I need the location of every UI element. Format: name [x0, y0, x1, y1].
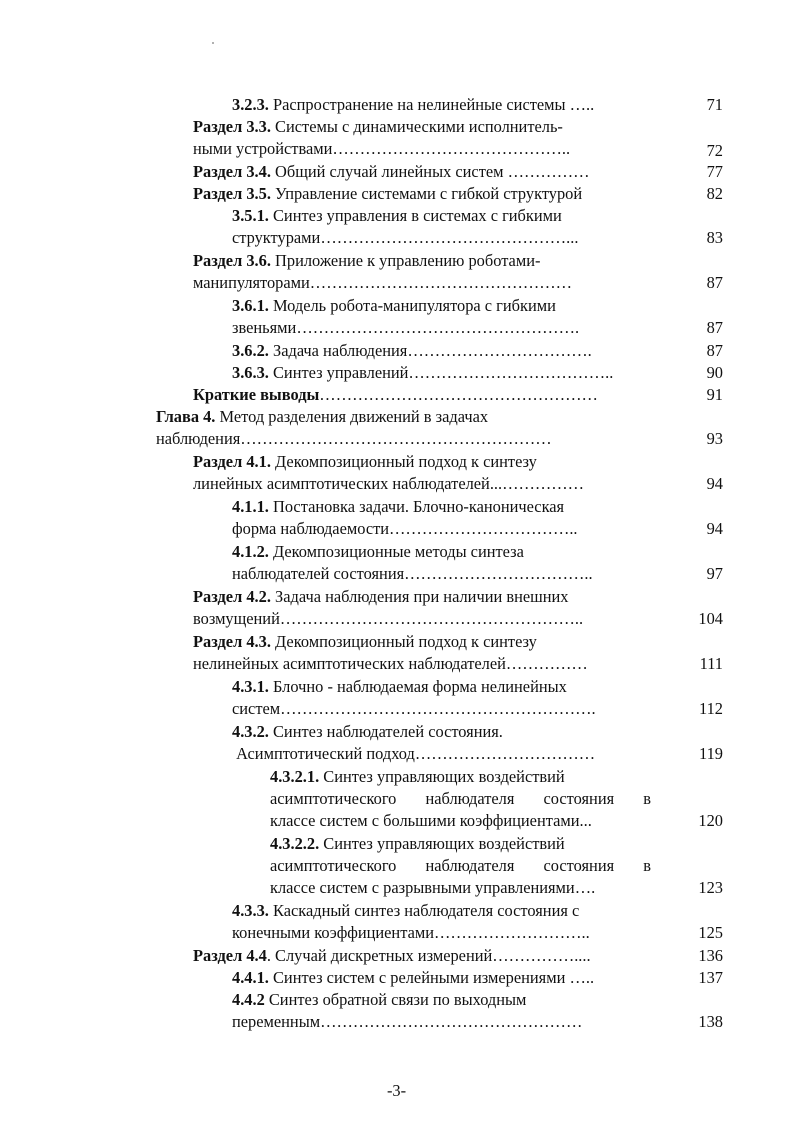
toc-entry-page: 138 — [698, 1012, 723, 1031]
toc-entry-title: Метод разделения движений в задачах — [215, 407, 489, 426]
toc-entry[interactable] — [0, 586, 793, 631]
toc-entry-number: 3.5.1. — [232, 206, 269, 225]
scan-speck — [212, 42, 214, 44]
toc-entry-title-continued: классе систем с большими коэффициентами... — [270, 811, 592, 830]
toc-entry[interactable] — [0, 94, 793, 116]
toc-entry[interactable] — [0, 295, 793, 340]
toc-entry-title-continued: ными устройствами…………………………………….. — [193, 139, 571, 158]
toc-entry-title-continued: возмущений……………………………………………….. — [193, 609, 584, 628]
toc-entry-title-continued: систем…………………………………………………. — [232, 699, 596, 718]
toc-entry-title-continued: классе систем с разрывными управлениями…. — [270, 878, 596, 897]
toc-entry-number: 4.3.2.2. — [270, 834, 320, 853]
toc-entry[interactable] — [0, 451, 793, 496]
toc-entry-number: 4.3.1. — [232, 677, 269, 696]
toc-entry-page: 104 — [698, 609, 723, 628]
toc-entry-page: 87 — [706, 273, 723, 292]
toc-entry-number: 4.1.2. — [232, 542, 269, 561]
toc-entry[interactable] — [0, 362, 793, 384]
toc-entry-title: Распространение на нелинейные системы ….. — [268, 95, 595, 114]
toc-entry[interactable] — [0, 384, 793, 406]
toc-entry-title: Блочно - наблюдаемая форма нелинейных — [268, 677, 567, 696]
toc-entry-number: 4.4.1. — [232, 968, 269, 987]
toc-entry-title-continued: форма наблюдаемости…………………………….. — [232, 519, 578, 538]
toc-entry-title: Модель робота-манипулятора с гибкими — [268, 296, 556, 315]
toc-entry-page: 94 — [706, 519, 723, 538]
toc-entry-title: Синтез управляющих воздействий — [319, 767, 565, 786]
toc-entry-page: 120 — [698, 811, 723, 830]
toc-entry-title-continued: асимптотического наблюдателя состояния в — [270, 856, 651, 875]
toc-entry-title: Синтез управления в системах с гибкими — [268, 206, 562, 225]
toc-entry-title: Декомпозиционные методы синтеза — [268, 542, 524, 561]
toc-entry-title-continued: манипуляторами………………………………………… — [193, 273, 573, 292]
toc-entry-page: 125 — [698, 923, 723, 942]
toc-entry-page: 82 — [706, 184, 723, 203]
toc-entry-number: Краткие выводы — [193, 385, 320, 404]
toc-entry-number: Раздел 3.5. — [193, 184, 271, 203]
toc-entry[interactable] — [0, 161, 793, 183]
toc-entry-number: Раздел 3.3. — [193, 117, 271, 136]
toc-entry[interactable] — [0, 833, 793, 900]
toc-entry[interactable] — [0, 116, 793, 161]
toc-entry-page: 137 — [698, 968, 723, 987]
toc-entry-title-continued: звеньями……………………………………………. — [232, 318, 580, 337]
toc-entry[interactable] — [0, 900, 793, 945]
toc-entry-title-continued: асимптотического наблюдателя состояния в — [270, 789, 651, 808]
toc-entry-title: Синтез управляющих воздействий — [319, 834, 565, 853]
toc-entry-number: 4.3.2. — [232, 722, 269, 741]
toc-entry-page: 91 — [706, 385, 723, 404]
toc-entry-page: 97 — [706, 564, 723, 583]
page-number: -3- — [386, 1081, 407, 1100]
toc-entry-title: …………………………………………… — [319, 385, 598, 404]
toc-entry[interactable] — [0, 631, 793, 676]
toc-entry-page: 136 — [698, 946, 723, 965]
toc-entry-title: Синтез наблюдателей состояния. — [268, 722, 503, 741]
toc-entry-title-continued: нелинейных асимптотических наблюдателей…………… — [193, 654, 588, 673]
toc-entry-page: 94 — [706, 474, 723, 493]
toc-entry-page: 90 — [706, 363, 723, 382]
toc-entry-title: Задача наблюдения……………………………. — [268, 341, 592, 360]
toc-entry-page: 87 — [706, 341, 723, 360]
toc-entry-number: Раздел 4.2. — [193, 587, 271, 606]
toc-entry-title-continued: Асимптотический подход…………………………… — [232, 744, 596, 763]
toc-entry[interactable] — [0, 945, 793, 967]
toc-entry-title: Постановка задачи. Блочно-каноническая — [268, 497, 565, 516]
toc-entry-page: 112 — [699, 699, 723, 718]
toc-entry-number: Раздел 3.4. — [193, 162, 271, 181]
toc-entry-title-continued: переменным………………………………………… — [232, 1012, 583, 1031]
toc-entry-page: 111 — [699, 654, 723, 673]
toc-entry[interactable] — [0, 250, 793, 295]
toc-entry-number: 4.4.2 — [232, 990, 265, 1009]
toc-entry-number: Раздел 4.1. — [193, 452, 271, 471]
toc-entry-title-continued: структурами………………………………………... — [232, 228, 579, 247]
toc-entry[interactable] — [0, 967, 793, 989]
toc-entry-title: Синтез систем с релейными измерениями ….. — [268, 968, 595, 987]
toc-entry-number: Раздел 4.3. — [193, 632, 271, 651]
toc-entry-number: 3.6.3. — [232, 363, 269, 382]
toc-entry[interactable] — [0, 541, 793, 586]
toc-entry-number: Глава 4. — [156, 407, 216, 426]
toc-entry-title: Декомпозиционный подход к синтезу — [270, 632, 537, 651]
toc-entry-page: 123 — [698, 878, 723, 897]
toc-entry-page: 72 — [706, 141, 723, 160]
toc-entry[interactable] — [0, 406, 793, 451]
toc-entry[interactable] — [0, 340, 793, 362]
toc-entry-page: 93 — [706, 429, 723, 448]
toc-entry-number: 4.1.1. — [232, 497, 269, 516]
toc-entry[interactable] — [0, 766, 793, 833]
toc-entry-number: 4.3.3. — [232, 901, 269, 920]
toc-entry-number: 3.2.3. — [232, 95, 269, 114]
toc-entry-title: Декомпозиционный подход к синтезу — [270, 452, 537, 471]
toc-entry[interactable] — [0, 205, 793, 250]
toc-entry-title: Управление системами с гибкой структурой — [270, 184, 583, 203]
toc-entry-title-continued: конечными коэффициентами……………………….. — [232, 923, 590, 942]
toc-entry-number: Раздел 3.6. — [193, 251, 271, 270]
toc-entry-title: Задача наблюдения при наличии внешних — [270, 587, 569, 606]
toc-entry-title-continued: линейных асимптотических наблюдателей...…………… — [193, 474, 585, 493]
toc-entry-number: 3.6.1. — [232, 296, 269, 315]
toc-entry-page: 77 — [706, 162, 723, 181]
toc-entry-page: 71 — [706, 95, 723, 114]
toc-entry[interactable] — [0, 676, 793, 721]
toc-entry-page: 83 — [706, 228, 723, 247]
toc-entry-title-continued: наблюдения………………………………………………… — [156, 429, 552, 448]
toc-entry-number: 3.6.2. — [232, 341, 269, 360]
toc-entry[interactable] — [0, 989, 793, 1034]
toc-entry-title-continued: наблюдателей состояния…………………………….. — [232, 564, 593, 583]
toc-entry-title: Приложение к управлению роботами- — [270, 251, 541, 270]
toc-entry[interactable] — [0, 721, 793, 766]
toc-entry-number: Раздел 4.4 — [193, 946, 267, 965]
toc-entry-number: 4.3.2.1. — [270, 767, 320, 786]
toc-entry-title: . Случай дискретных измерений…………….... — [266, 946, 591, 965]
toc-entry-page: 87 — [706, 318, 723, 337]
table-of-contents — [0, 94, 793, 1034]
toc-entry[interactable] — [0, 183, 793, 205]
toc-entry[interactable] — [0, 496, 793, 541]
toc-entry-title: Каскадный синтез наблюдателя состояния с — [268, 901, 580, 920]
toc-entry-title: Синтез управлений……………………………….. — [268, 363, 614, 382]
toc-entry-title: Общий случай линейных систем …………… — [270, 162, 590, 181]
toc-entry-page: 119 — [699, 744, 723, 763]
toc-entry-title: Синтез обратной связи по выходным — [264, 990, 527, 1009]
toc-entry-title: Системы с динамическими исполнитель- — [270, 117, 563, 136]
